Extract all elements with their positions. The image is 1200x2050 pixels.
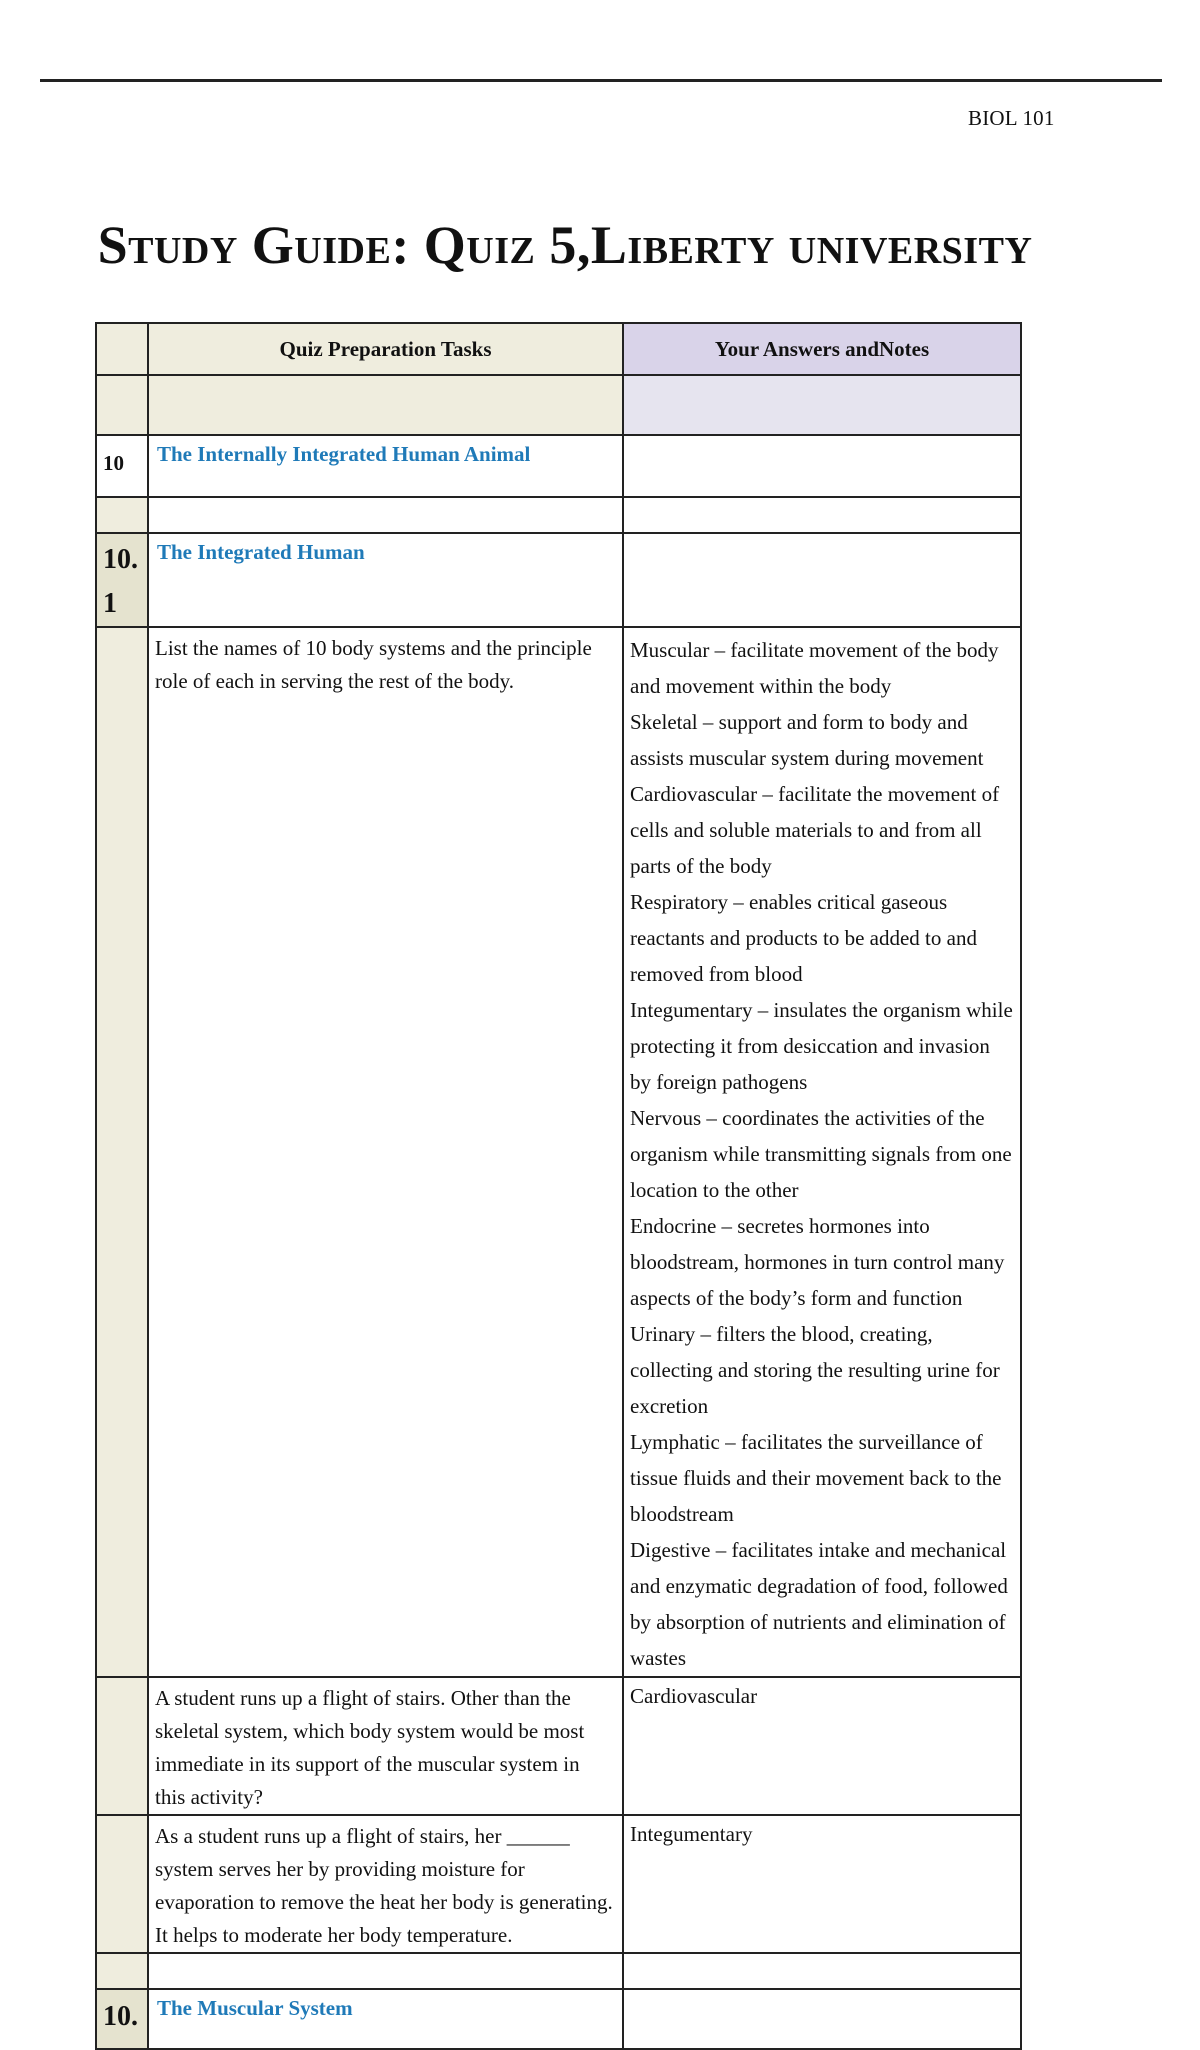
- spacer-cell: [148, 375, 623, 435]
- question-row: [96, 1677, 1021, 1815]
- spacer-row: [96, 375, 1021, 435]
- question-num-cell: [96, 1677, 148, 1815]
- answer-line: Integumentary – insulates the organism while protecting it from desiccation and invasion by foreign pathogens: [630, 998, 1013, 1094]
- question-text: As a student runs up a flight of stairs, her ______ system serves her by providing moisture for evaporation to remove the heat her body is generating. It helps to moderate her body temperature.: [148, 1815, 623, 1953]
- page-title: Study Guide: Quiz 5,Liberty university: [97, 215, 1033, 275]
- subsection-title: The Integrated Human: [148, 533, 623, 627]
- spacer-cell: [148, 497, 623, 533]
- subsection-number: 10.: [96, 1989, 148, 2049]
- subsection-row: [96, 1989, 1021, 2049]
- question-row: [96, 1815, 1021, 1953]
- answer-text: Integumentary: [623, 1815, 1021, 1953]
- answer-text: Cardiovascular: [623, 1677, 1021, 1815]
- section-title: The Internally Integrated Human Animal: [148, 435, 623, 497]
- subsection-number: 10. 1: [96, 533, 148, 627]
- section-row: [96, 435, 1021, 497]
- column-header-tasks: Quiz Preparation Tasks: [148, 323, 623, 375]
- spacer-cell: [96, 375, 148, 435]
- answer-line: Cardiovascular – facilitate the movement of cells and soluble materials to and from all parts of the body: [630, 782, 1000, 878]
- question-text: List the names of 10 body systems and the principle role of each in serving the rest of the body.: [148, 627, 623, 1677]
- answer-line: Muscular – facilitate movement of the body and movement within the body: [630, 638, 999, 698]
- answer-line: Digestive – facilitates intake and mechanical and enzymatic degradation of food, followed by absorption of nutrients and elimination of wastes: [630, 1538, 1008, 1670]
- question-num-cell: [96, 1815, 148, 1953]
- spacer-cell: [148, 1953, 623, 1989]
- header-row: [96, 323, 1021, 375]
- answer-cell: [623, 533, 1021, 627]
- column-header-answers: Your Answers andNotes: [623, 323, 1021, 375]
- answer-cell: [623, 1989, 1021, 2049]
- question-row: [96, 627, 1021, 1677]
- section-number: 10: [96, 435, 148, 497]
- answer-list: [623, 627, 1021, 1677]
- spacer-cell: [623, 1953, 1021, 1989]
- answer-line: Skeletal – support and form to body and assists muscular system during movement: [630, 710, 984, 770]
- subsection-title: The Muscular System: [148, 1989, 623, 2049]
- spacer-cell: [96, 1953, 148, 1989]
- answer-line: Lymphatic – facilitates the surveillance of tissue fluids and their movement back to the bloodstream: [630, 1430, 1002, 1526]
- question-num-cell: [96, 627, 148, 1677]
- answer-line: Endocrine – secretes hormones into bloodstream, hormones in turn control many aspects of the body’s form and function: [630, 1214, 1005, 1310]
- top-rule: [40, 79, 1162, 82]
- spacer-row: [96, 497, 1021, 533]
- spacer-cell: [96, 497, 148, 533]
- spacer-row: [96, 1953, 1021, 1989]
- course-code: BIOL 101: [968, 106, 1055, 130]
- study-guide-table: [95, 322, 1022, 2050]
- answer-cell: [623, 435, 1021, 497]
- spacer-cell: [623, 497, 1021, 533]
- header-num-cell: [96, 323, 148, 375]
- answer-line: Urinary – filters the blood, creating, collecting and storing the resulting urine for excretion: [630, 1322, 1000, 1418]
- answer-line: Respiratory – enables critical gaseous reactants and products to be added to and removed from blood: [630, 890, 977, 986]
- subsection-row: [96, 533, 1021, 627]
- spacer-cell: [623, 375, 1021, 435]
- question-text: A student runs up a flight of stairs. Other than the skeletal system, which body system would be most immediate in its support of the muscular system in this activity?: [148, 1677, 623, 1815]
- answer-line: Nervous – coordinates the activities of the organism while transmitting signals from one location to the other: [630, 1106, 1012, 1202]
